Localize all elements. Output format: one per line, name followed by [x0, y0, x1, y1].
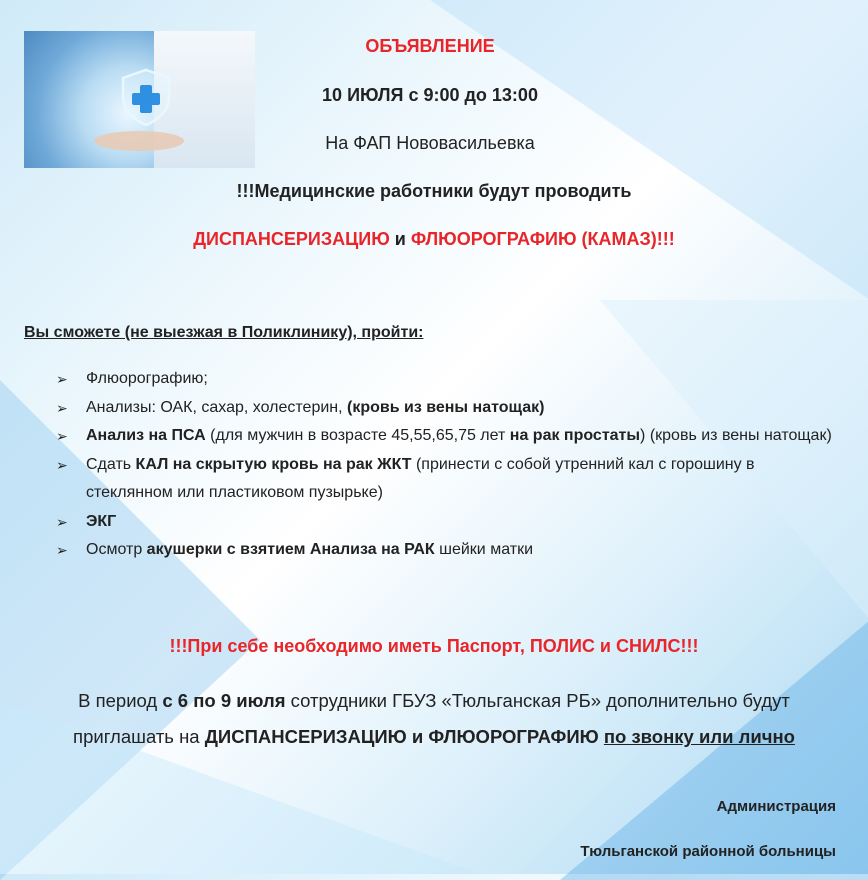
arrow-bullet-icon: ➢ [56, 399, 68, 416]
list-item [56, 365, 836, 394]
list-item-text: на рак простаты [509, 427, 641, 444]
list-item-text: (для мужчин в возрасте 45,55,65,75 лет [205, 427, 510, 444]
services-intro: Вы сможете (не выезжая в Поликлинику), пройти: [24, 324, 424, 341]
arrow-bullet-icon: ➢ [56, 428, 68, 444]
list-item-text: ЭКГ [86, 512, 117, 530]
event-date: 10 ИЮЛЯ с 9:00 до 13:00 [322, 85, 538, 105]
event-place: На ФАП Нововасильевка [325, 133, 535, 153]
list-item-text: КАЛ на скрытую кровь на рак ЖКТ [135, 455, 412, 473]
list-item-text: Анализ на ПСА [86, 427, 206, 444]
list-item-text: (принести с собой утренний кал с горошину в стеклянном или пластиковом пузырьке) [86, 455, 755, 501]
announcement-title: ОБЪЯВЛЕНИЕ [365, 36, 495, 56]
documents-requirement: !!!При себе необходимо иметь Паспорт, ПОЛИС и СНИЛС!!! [169, 636, 699, 656]
list-item-text: шейки матки [434, 541, 533, 558]
arrow-bullet-icon: ➢ [56, 513, 68, 530]
signature-line-1: Администрация [716, 798, 836, 815]
period-text: В период [78, 690, 163, 711]
services-list [56, 365, 836, 565]
list-item-text: Флюорографию; [86, 370, 208, 387]
list-item [56, 508, 836, 537]
period-text: сотрудники ГБУЗ «Тюльганская РБ» дополнительно будут приглашать на [73, 690, 790, 747]
list-item-text: Сдать [86, 455, 136, 473]
period-dates: с 6 по 9 июля [162, 690, 286, 711]
dispanserization-label: ДИСПАНСЕРИЗАЦИЮ [193, 229, 390, 249]
list-item-text: Осмотр [86, 541, 147, 558]
arrow-bullet-icon: ➢ [56, 542, 68, 558]
period-method: по звонку или лично [603, 726, 795, 747]
period-notice [60, 683, 808, 755]
list-item-text: (кровь из вены натощак) [347, 398, 545, 416]
list-item [56, 394, 836, 423]
and-word: и [394, 229, 406, 249]
signature-line-2: Тюльганской районной больницы [580, 843, 836, 860]
list-item [56, 536, 836, 565]
arrow-bullet-icon: ➢ [56, 456, 68, 473]
services-heading [0, 229, 868, 250]
list-item-text: ) (кровь из вены натощак) [640, 427, 832, 444]
period-services: ДИСПАНСЕРИЗАЦИЮ и ФЛЮОРОГРАФИЮ [204, 726, 599, 747]
list-item-text: акушерки с взятием Анализа на РАК [146, 541, 435, 558]
list-item [56, 422, 836, 451]
staff-notice: !!!Медицинские работники будут проводить [236, 181, 632, 201]
fluorography-label: ФЛЮОРОГРАФИЮ (КАМАЗ)!!! [410, 229, 675, 249]
arrow-bullet-icon: ➢ [56, 371, 68, 387]
list-item-text: Анализы: ОАК, сахар, холестерин, [86, 398, 347, 416]
list-item [56, 451, 836, 508]
